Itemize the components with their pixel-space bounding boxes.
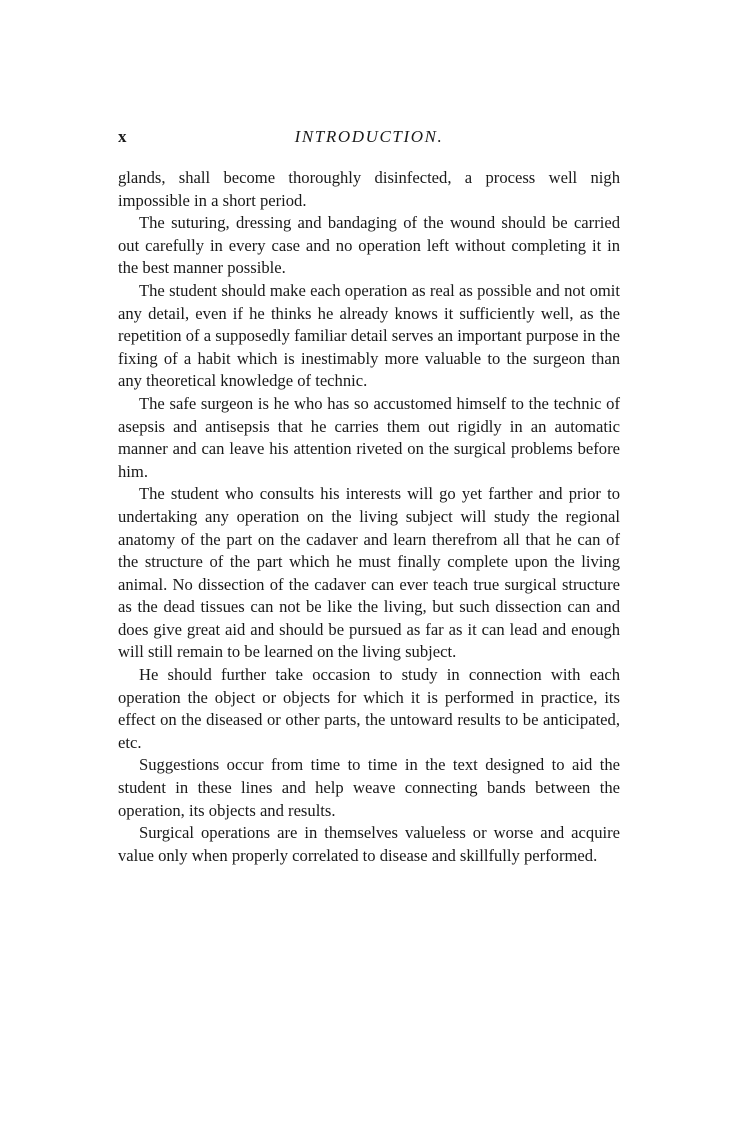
page-header [118, 127, 620, 153]
page-number: x [118, 127, 127, 146]
book-page [118, 127, 620, 867]
paragraph: glands, shall become thoroughly disinfected, a process well nigh impossible in a short period. [118, 168, 620, 210]
paragraph: The suturing, dressing and bandaging of the wound should be carried out carefully in every case and no operation left without completing it in the best manner possible. [118, 213, 620, 278]
paragraph: The safe surgeon is he who has so accustomed himself to the technic of asepsis and antisepsis that he carries them out rigidly in an automatic manner and can leave his attention riveted on the surgical problems before him. [118, 393, 620, 481]
paragraph: The student should make each operation as real as possible and not omit any detail, even if he thinks he already knows it sufficiently well, as the repetition of a supposedly familiar detail serves an important purpose in the fixing of a habit which is inestimably more valuable to the surgeon than any theoretical knowledge of technic. [118, 280, 620, 391]
running-title: INTRODUCTION. [294, 127, 444, 146]
body-text [118, 167, 620, 867]
paragraph: The student who consults his interests will go yet farther and prior to undertaking any operation on the living subject will study the regional anatomy of the part on the cadaver and learn therefrom all that he can of the structure of the part which he must finally complete upon the living animal. No dissection of the cadaver can ever teach true surgical structure as the dead tissues can not be like the living, but such dissection can and does give great aid and should be pursued as far as it can lead and enough will still remain to be learned on the living subject. [118, 484, 620, 662]
paragraph: Suggestions occur from time to time in the text designed to aid the student in these lines and help weave connecting bands between the operation, its objects and results. [118, 755, 620, 820]
paragraph: Surgical operations are in themselves valueless or worse and acquire value only when properly correlated to disease and skillfully performed. [118, 823, 620, 865]
paragraph: He should further take occasion to study in connection with each operation the object or objects for which it is performed in practice, its effect on the diseased or other parts, the untoward results to be anticipated, etc. [118, 665, 620, 752]
